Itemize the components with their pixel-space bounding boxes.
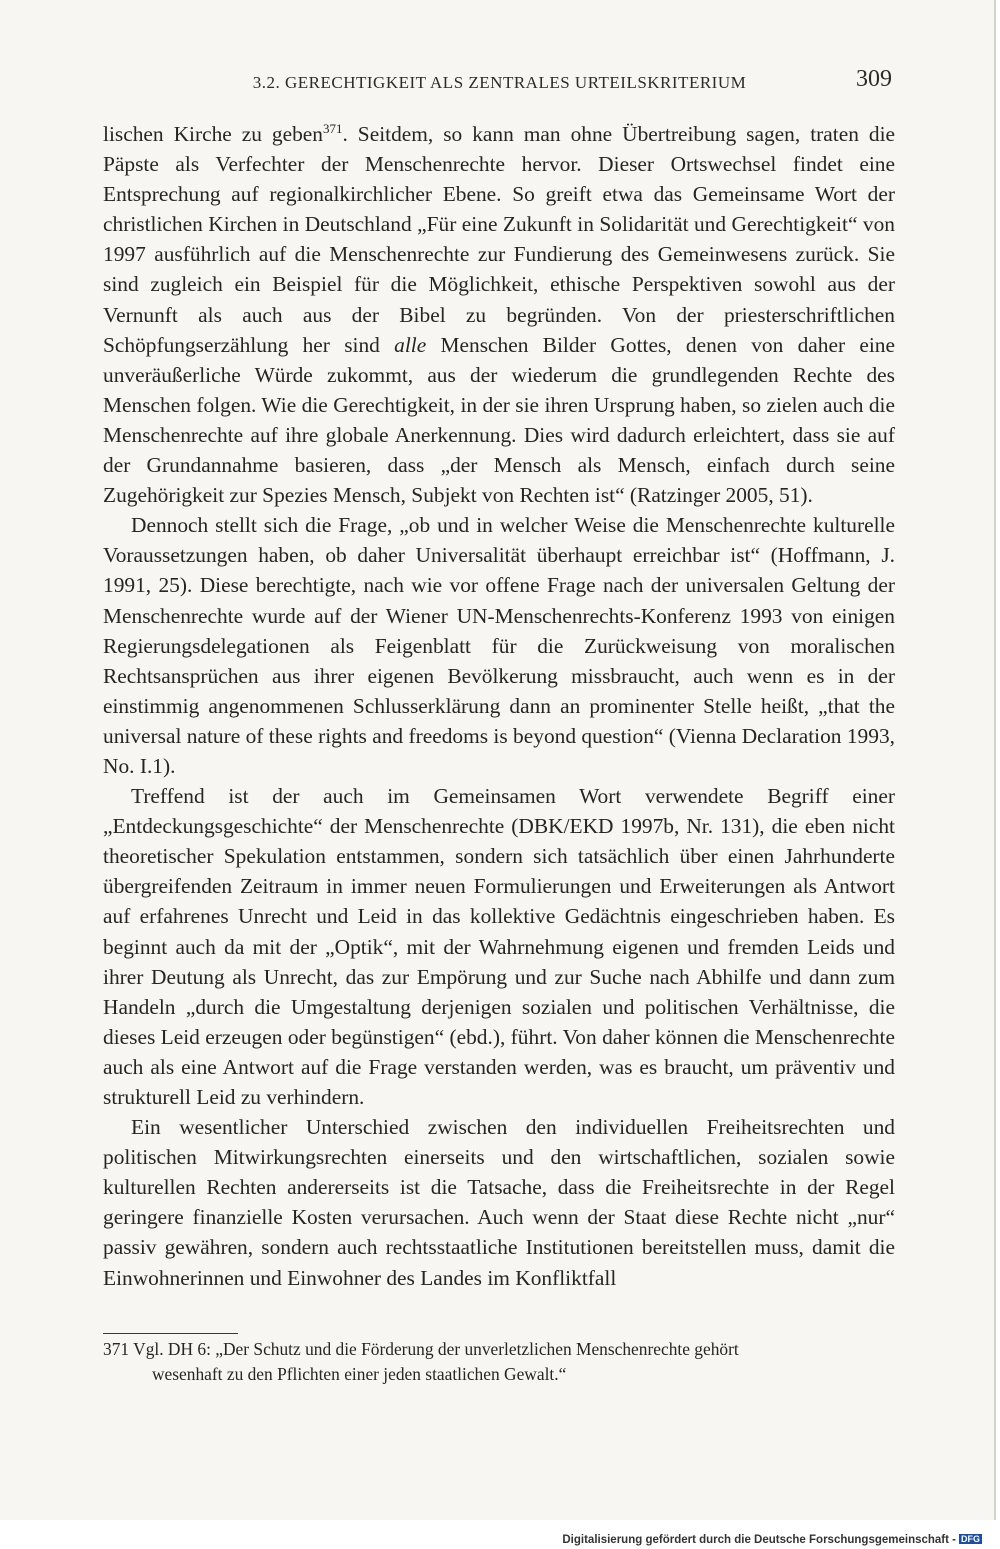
- footnote-separator: [103, 1333, 238, 1334]
- paragraph-4: Ein wesentlicher Unterschied zwischen den individuellen Freiheitsrechten und politischen Mitwirkungsrechten einerseits und den wirtschaftlichen, sozialen sowie kulturellen Rechten andererseits ist die Tatsache, dass die Freiheitsrechte in der Regel geringere finanzielle Kosten verursachen. Auch wenn der Staat diese Rechte nicht „nur“ passiv gewähren, sondern auch rechtsstaatliche Institutionen bereitstellen muss, damit die Einwohnerinnen und Einwohner des Landes im Konfliktfall: [103, 1115, 895, 1290]
- paragraph-2: Dennoch stellt sich die Frage, „ob und in welcher Weise die Menschenrechte kulturelle Voraussetzungen haben, ob daher Universalität überhaupt erreichbar ist“ (Hoffmann, J. 1991, 25). Diese berechtigte, nach wie vor offene Frage nach der universalen Geltung der Menschenrechte wurde auf der Wiener UN-Menschenrechts-Konferenz 1993 von einigen Regierungsdelegationen als Feigenblatt für die Zurückweisung von moralischen Rechtsansprüchen aus ihrer eigenen Bevölkerung missbraucht, auch wenn es in der einstimmig angenommenen Schlusserklärung dann an prominenter Stelle heißt, „that the universal nature of these rights and freedoms is beyond question“ (Vienna Declaration 1993, No. I.1).: [103, 513, 895, 778]
- paragraph-1-text-a: lischen Kirche zu geben: [103, 122, 323, 146]
- emphasis-alle: alle: [394, 332, 427, 357]
- footnote-line-2: wesenhaft zu den Pflichten einer jeden staatlichen Gewalt.“: [152, 1364, 567, 1384]
- footnote-number: 371: [103, 1339, 130, 1359]
- dfg-logo: DFG: [961, 1534, 980, 1544]
- page-number: 309: [856, 66, 892, 92]
- paragraph-1: [103, 119, 895, 510]
- credit-text: Digitalisierung gefördert durch die Deutsche Forschungsgemeinschaft -: [562, 1534, 956, 1546]
- footnote-text-1: Vgl. DH 6: „Der Schutz und die Förderung der unverletzlichen Menschenrechte gehört: [133, 1339, 739, 1359]
- paragraph-3: Treffend ist der auch im Gemeinsamen Wort verwendete Begriff einer „Entdeckungsgeschichte“ der Menschenrechte (DBK/EKD 1997b, Nr. 131), die eben nicht theoretischer Spekulation entstammen, sondern sich tatsächlich über einen Jahrhunderte übergreifenden Zeitraum in immer neuen Formulierungen und Erweiterungen als Antwort auf erfahrenes Unrecht und Leid in das kollektive Gedächtnis eingeschrieben haben. Es beginnt auch da mit der „Optik“, mit der Wahrnehmung eigenen und fremden Leids und ihrer Deutung als Unrecht, das zur Empörung und zur Suche nach Abhilfe und dann zum Handeln „durch die Umgestaltung derjenigen sozialen und politischen Verhältnisse, die dieses Leid erzeugen oder begünstigen“ (ebd.), führt. Von daher können die Menschenrechte auch als eine Antwort auf die Frage verstanden werden, was es braucht, um präventiv und strukturell Leid zu verhindern.: [103, 784, 895, 1109]
- footnote-line-1: [103, 1337, 895, 1362]
- body-text: [103, 119, 895, 1293]
- paragraph-1-text-c: Menschen Bilder Gottes, denen von daher eine unveräußerliche Würde zukommt, aus der wiederum die grundlegenden Rechte des Menschen folgen. Wie die Gerechtigkeit, in der sie ihren Ursprung haben, so zielen auch die Menschenrechte auf ihre globale Anerkennung. Dies wird dadurch erleichtert, dass sie auf der Grundannahme basieren, dass „der Mensch als Mensch, einfach durch seine Zugehörigkeit zur Spezies Mensch, Subjekt von Rechten ist“ (Ratzinger 2005, 51).: [103, 332, 896, 508]
- digitization-credit: [562, 1534, 982, 1546]
- footnote: [103, 1337, 895, 1387]
- footnote-reference: 371: [322, 120, 343, 136]
- running-title: 3.2. GERECHTIGKEIT ALS ZENTRALES URTEILSKRITERIUM: [252, 73, 747, 92]
- paragraph-1-text-b: . Seitdem, so kann man ohne Übertreibung sagen, traten die Päpste als Verfechter der Menschenrechte hervor. Dieser Ortswechsel findet eine Entsprechung auf regionalkirchlicher Ebene. So greift etwa das Gemeinsame Wort der christlichen Kirchen in Deutschland „Für eine Zukunft in Solidarität und Gerechtigkeit“ von 1997 ausführlich auf die Menschenrechte zur Fundierung des Gemeinwesens zurück. Sie sind zugleich ein Beispiel für die Möglichkeit, ethische Perspektiven sowohl aus der Vernunft als auch aus der Bibel zu begründen. Von der priesterschriftlichen Schöpfungserzählung her sind: [103, 122, 896, 357]
- running-head: [103, 66, 896, 96]
